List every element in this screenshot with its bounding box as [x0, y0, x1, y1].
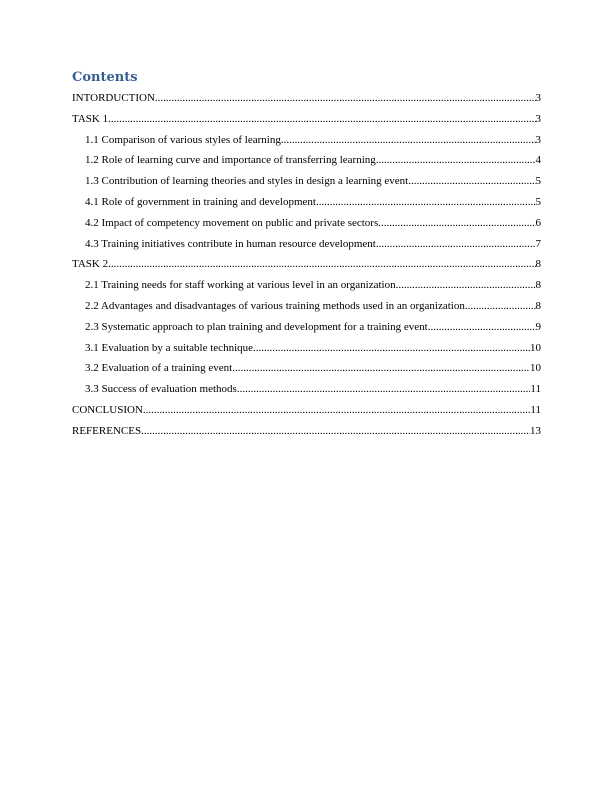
- toc-entry-task-1[interactable]: [72, 109, 541, 130]
- toc-dot-leader: [141, 421, 530, 442]
- toc-entry-page-number: 10: [530, 341, 541, 354]
- toc-entry-3-3[interactable]: [72, 379, 541, 400]
- toc-entry-conclusion[interactable]: [72, 400, 541, 421]
- toc-dot-leader: [376, 150, 536, 171]
- toc-dot-leader: [108, 254, 535, 275]
- toc-entry-title: 1.3 Contribution of learning theories and styles in design a learning event: [85, 175, 409, 188]
- toc-entry-title: 2.2 Advantages and disadvantages of various training methods used in an organization: [85, 299, 465, 312]
- toc-entry-page-number: 6: [535, 216, 541, 229]
- toc-entry-title: 1.2 Role of learning curve and importance of transferring learning: [85, 154, 376, 167]
- toc-dot-leader: [155, 88, 536, 109]
- toc-entry-page-number: 9: [535, 320, 541, 333]
- toc-dot-leader: [237, 379, 531, 400]
- toc-entry-title: INTORDUCTION: [72, 92, 155, 104]
- toc-entry-page-number: 3: [535, 92, 541, 104]
- toc-dot-leader: [408, 171, 535, 192]
- toc-entry-page-number: 8: [535, 279, 541, 292]
- toc-dot-leader: [465, 296, 536, 317]
- table-of-contents: [72, 88, 541, 442]
- toc-entry-title: 1.1 Comparison of various styles of learning: [85, 133, 281, 146]
- toc-entry-title: TASK 1: [72, 112, 109, 125]
- toc-dot-leader: [396, 275, 536, 296]
- toc-entry-title: TASK 2: [72, 258, 109, 271]
- toc-entry-page-number: 11: [530, 403, 541, 416]
- toc-entry-title: 2.1 Training needs for staff working at various level in an organization: [85, 279, 396, 292]
- toc-entry-1-3[interactable]: [72, 171, 541, 192]
- toc-entry-page-number: 3: [535, 112, 541, 125]
- toc-entry-title: 2.3 Systematic approach to plan training and development for a training event: [85, 320, 428, 333]
- toc-dot-leader: [253, 338, 530, 359]
- toc-dot-leader: [428, 317, 536, 338]
- toc-dot-leader: [232, 358, 530, 379]
- toc-entry-title: 3.1 Evaluation by a suitable technique: [85, 341, 254, 354]
- toc-entry-introduction[interactable]: [72, 88, 541, 109]
- toc-entry-page-number: 13: [530, 424, 541, 437]
- toc-entry-title: 4.3 Training initiatives contribute in human resource development: [85, 237, 376, 250]
- toc-entry-title: 3.3 Success of evaluation methods: [85, 383, 237, 396]
- toc-entry-page-number: 11: [530, 383, 541, 396]
- toc-entry-page-number: 4: [535, 154, 541, 167]
- toc-entry-page-number: 8: [535, 299, 541, 312]
- toc-entry-2-2[interactable]: [72, 296, 541, 317]
- toc-entry-title: 4.1 Role of government in training and development: [85, 195, 316, 208]
- toc-dot-leader: [316, 192, 536, 213]
- toc-entry-1-2[interactable]: [72, 150, 541, 171]
- toc-entry-title: 4.2 Impact of competency movement on public and private sectors: [85, 216, 379, 229]
- toc-entry-title: CONCLUSION: [72, 403, 143, 416]
- toc-entry-3-1[interactable]: [72, 338, 541, 359]
- toc-entry-page-number: 7: [535, 237, 541, 250]
- toc-entry-page-number: 5: [535, 175, 541, 188]
- toc-entry-2-1[interactable]: [72, 275, 541, 296]
- toc-dot-leader: [143, 400, 531, 421]
- toc-entry-1-1[interactable]: [72, 130, 541, 151]
- toc-dot-leader: [281, 130, 536, 151]
- toc-entry-references[interactable]: [72, 421, 541, 442]
- toc-entry-page-number: 5: [535, 195, 541, 208]
- toc-heading: Contents: [72, 70, 138, 85]
- toc-dot-leader: [378, 213, 535, 234]
- toc-entry-task-2[interactable]: [72, 254, 541, 275]
- toc-entry-title: REFERENCES: [72, 424, 142, 437]
- toc-entry-2-3[interactable]: [72, 317, 541, 338]
- toc-entry-page-number: 10: [530, 362, 541, 375]
- toc-entry-page-number: 8: [535, 258, 541, 271]
- toc-entry-page-number: 3: [535, 133, 541, 146]
- toc-dot-leader: [108, 109, 535, 130]
- toc-entry-3-2[interactable]: [72, 358, 541, 379]
- toc-dot-leader: [376, 234, 536, 255]
- toc-entry-4-2[interactable]: [72, 213, 541, 234]
- toc-entry-4-1[interactable]: [72, 192, 541, 213]
- toc-entry-title: 3.2 Evaluation of a training event: [85, 362, 233, 375]
- toc-entry-4-3[interactable]: [72, 234, 541, 255]
